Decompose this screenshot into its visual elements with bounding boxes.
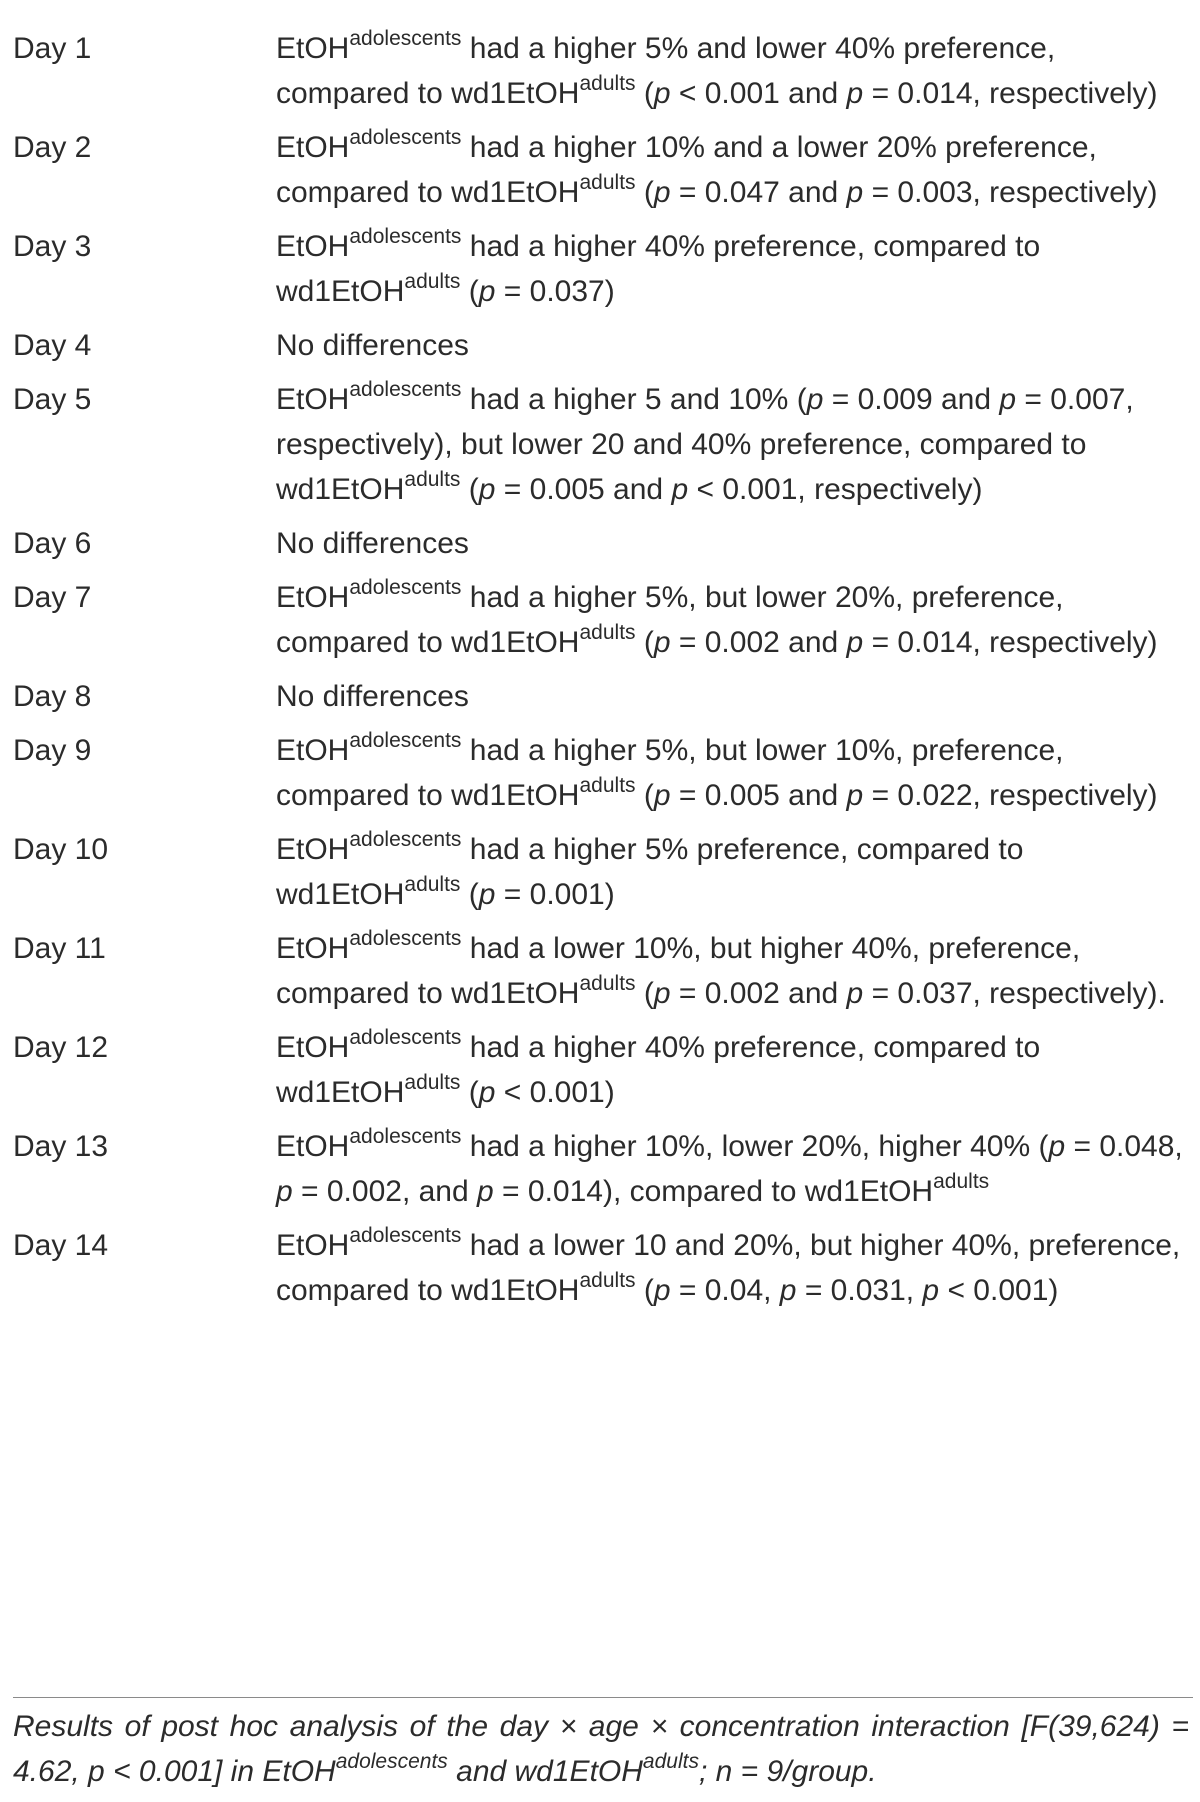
italic-symbol: p: [477, 1175, 494, 1208]
text-run: < 0.001): [495, 1076, 615, 1109]
table-row: [0, 575, 1195, 674]
superscript-label: adolescents: [349, 828, 462, 851]
italic-symbol: p: [846, 626, 864, 659]
text-run: EtOH: [276, 1031, 350, 1064]
result-description: [276, 575, 1195, 674]
text-run: = 0.037, respectively).: [863, 977, 1166, 1010]
italic-symbol: p: [999, 383, 1017, 416]
table-row: [0, 377, 1195, 521]
italic-symbol: p: [922, 1274, 940, 1307]
superscript-label: adults: [579, 1269, 636, 1292]
result-description: [276, 521, 1195, 575]
text-run: EtOH: [276, 1130, 350, 1163]
superscript-label: adolescents: [349, 1125, 462, 1148]
superscript-label: adults: [579, 774, 636, 797]
italic-symbol: p: [478, 878, 496, 911]
text-run: ; n = 9/group.: [698, 1755, 877, 1788]
table-row: [0, 827, 1195, 926]
text-run: had a higher 5% preference, compared to wd1EtOH: [276, 833, 1024, 911]
text-run: had a lower 10 and 20%, but higher 40%, preference, compared to wd1EtOH: [276, 1229, 1181, 1307]
text-run: EtOH: [276, 1229, 350, 1262]
text-run: had a higher 10% and a lower 20% preference, compared to wd1EtOH: [276, 131, 1097, 209]
text-run: < 0.001): [939, 1274, 1059, 1307]
text-run: (: [460, 878, 479, 911]
day-label: Day 6: [13, 527, 92, 560]
result-description: [276, 377, 1195, 521]
superscript-label: adolescents: [349, 126, 462, 149]
text-run: EtOH: [276, 932, 350, 965]
table-row: [0, 521, 1195, 575]
text-run: = 0.04,: [670, 1274, 780, 1307]
text-run: < 0.001 and: [670, 77, 847, 110]
table-row: [0, 26, 1195, 125]
text-run: No differences: [276, 527, 469, 560]
italic-symbol: p: [653, 1274, 671, 1307]
text-run: No differences: [276, 680, 469, 713]
italic-symbol: p: [846, 77, 864, 110]
text-run: had a higher 5%, but lower 10%, preference, compared to wd1EtOH: [276, 734, 1064, 812]
text-run: EtOH: [276, 32, 350, 65]
text-run: had a higher 5 and 10% (: [461, 383, 807, 416]
day-label: Day 4: [13, 329, 92, 362]
superscript-label: adults: [642, 1750, 699, 1773]
italic-symbol: p: [846, 977, 864, 1010]
text-run: had a higher 5%, but lower 20%, preference, compared to wd1EtOH: [276, 581, 1064, 659]
table-row: [0, 1025, 1195, 1124]
result-description: [276, 728, 1195, 827]
text-run: (: [635, 779, 654, 812]
superscript-label: adults: [579, 171, 636, 194]
superscript-label: adults: [404, 270, 461, 293]
italic-symbol: p: [1048, 1130, 1066, 1163]
text-run: = 0.005 and: [495, 473, 672, 506]
text-run: = 0.001): [495, 878, 615, 911]
result-description: [276, 1223, 1195, 1322]
table-row: [0, 125, 1195, 224]
text-run: (: [460, 473, 479, 506]
text-run: EtOH: [276, 230, 350, 263]
results-table: [0, 26, 1195, 1322]
text-run: EtOH: [276, 383, 350, 416]
superscript-label: adults: [933, 1170, 990, 1193]
superscript-label: adults: [404, 873, 461, 896]
text-run: = 0.014, respectively): [863, 626, 1158, 659]
day-label: Day 9: [13, 734, 92, 767]
table-row: [0, 1223, 1195, 1322]
day-label: Day 3: [13, 230, 92, 263]
day-label: Day 13: [13, 1130, 109, 1163]
text-run: = 0.047 and: [670, 176, 847, 209]
result-description: [276, 827, 1195, 926]
superscript-label: adolescents: [349, 729, 462, 752]
day-label: Day 11: [13, 932, 106, 965]
text-run: (: [460, 1076, 479, 1109]
day-label: Day 10: [13, 833, 109, 866]
result-description: [276, 323, 1195, 377]
result-description: [276, 125, 1195, 224]
text-run: = 0.005 and: [670, 779, 847, 812]
text-run: = 0.037): [495, 275, 615, 308]
text-run: (: [635, 77, 654, 110]
results-table-body: [0, 26, 1195, 1322]
text-run: < 0.001, respectively): [688, 473, 983, 506]
table-row: [0, 674, 1195, 728]
day-label: Day 5: [13, 383, 92, 416]
superscript-label: adolescents: [349, 1224, 462, 1247]
italic-symbol: p: [478, 275, 496, 308]
superscript-label: adults: [579, 972, 636, 995]
text-run: had a higher 5% and lower 40% preference, compared to wd1EtOH: [276, 32, 1056, 110]
result-description: [276, 926, 1195, 1025]
text-run: (: [635, 977, 654, 1010]
day-label: Day 14: [13, 1229, 109, 1262]
result-description: [276, 26, 1195, 125]
text-run: had a higher 40% preference, compared to wd1EtOH: [276, 1031, 1041, 1109]
superscript-label: adolescents: [349, 225, 462, 248]
result-description: [276, 1124, 1195, 1223]
superscript-label: adolescents: [349, 378, 462, 401]
text-run: = 0.003, respectively): [863, 176, 1158, 209]
italic-symbol: p: [846, 176, 864, 209]
superscript-label: adults: [404, 1071, 461, 1094]
italic-symbol: p: [653, 779, 671, 812]
result-description: [276, 674, 1195, 728]
table-footnote: [13, 1704, 1189, 1794]
text-run: (: [635, 176, 654, 209]
text-run: = 0.022, respectively): [863, 779, 1158, 812]
italic-symbol: p: [653, 626, 671, 659]
text-run: = 0.014), compared to wd1EtOH: [493, 1175, 934, 1208]
day-label: Day 12: [13, 1031, 109, 1064]
text-run: Results of post hoc analysis of the day × age × concentration interaction [F(39,624) = 4.62, p < 0.001] in EtOH: [13, 1710, 1189, 1788]
superscript-label: adults: [404, 468, 461, 491]
italic-symbol: p: [671, 473, 689, 506]
italic-symbol: p: [653, 77, 671, 110]
superscript-label: adolescents: [349, 27, 462, 50]
text-run: = 0.002, and: [292, 1175, 478, 1208]
italic-symbol: p: [846, 779, 864, 812]
table-row: [0, 728, 1195, 827]
italic-symbol: p: [276, 1175, 293, 1208]
text-run: EtOH: [276, 734, 350, 767]
italic-symbol: p: [478, 473, 496, 506]
text-run: and wd1EtOH: [447, 1755, 643, 1788]
italic-symbol: p: [806, 383, 824, 416]
result-description: [276, 224, 1195, 323]
text-run: had a higher 40% preference, compared to wd1EtOH: [276, 230, 1041, 308]
text-run: (: [460, 275, 479, 308]
superscript-label: adolescents: [349, 1026, 462, 1049]
text-run: EtOH: [276, 131, 350, 164]
text-run: (: [635, 1274, 654, 1307]
italic-symbol: p: [478, 1076, 496, 1109]
text-run: EtOH: [276, 833, 350, 866]
text-run: = 0.009 and: [823, 383, 1000, 416]
day-label: Day 7: [13, 581, 92, 614]
superscript-label: adults: [579, 72, 636, 95]
superscript-label: adolescents: [349, 927, 462, 950]
result-description: [276, 1025, 1195, 1124]
text-run: = 0.002 and: [670, 977, 847, 1010]
text-run: (: [635, 626, 654, 659]
superscript-label: adolescents: [335, 1750, 448, 1773]
text-run: had a lower 10%, but higher 40%, preference, compared to wd1EtOH: [276, 932, 1081, 1010]
text-run: No differences: [276, 329, 469, 362]
day-label: Day 1: [13, 32, 92, 65]
table-row: [0, 926, 1195, 1025]
text-run: had a higher 10%, lower 20%, higher 40% (: [461, 1130, 1049, 1163]
table-row: [0, 323, 1195, 377]
day-label: Day 2: [13, 131, 92, 164]
table-row: [0, 1124, 1195, 1223]
italic-symbol: p: [779, 1274, 797, 1307]
text-run: = 0.007, respectively), but lower 20 and 40% preference, compared to wd1EtOH: [276, 383, 1134, 506]
superscript-label: adolescents: [349, 576, 462, 599]
text-run: = 0.002 and: [670, 626, 847, 659]
day-label: Day 8: [13, 680, 92, 713]
text-run: = 0.014, respectively): [863, 77, 1158, 110]
footnote-divider: [13, 1697, 1193, 1698]
text-run: = 0.048,: [1065, 1130, 1183, 1163]
italic-symbol: p: [653, 176, 671, 209]
superscript-label: adults: [579, 621, 636, 644]
text-run: = 0.031,: [796, 1274, 923, 1307]
text-run: EtOH: [276, 581, 350, 614]
table-row: [0, 224, 1195, 323]
italic-symbol: p: [653, 977, 671, 1010]
